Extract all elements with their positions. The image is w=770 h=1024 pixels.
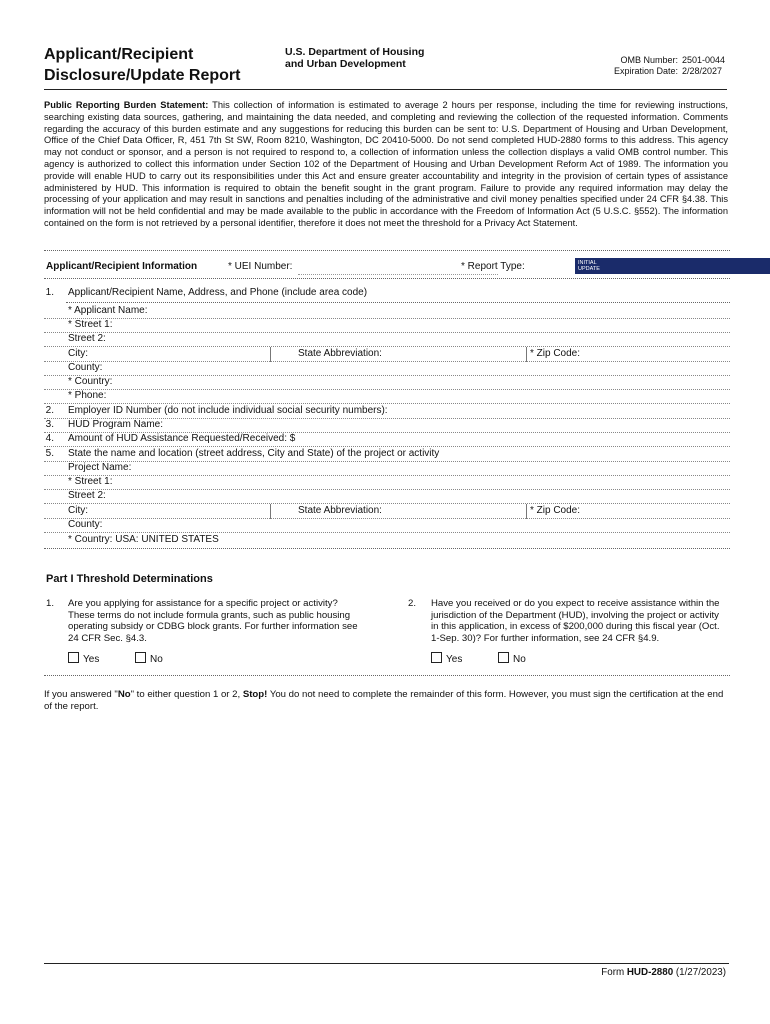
country-row[interactable] <box>44 375 730 390</box>
form-title <box>44 44 264 86</box>
yes-label: Yes <box>83 654 100 665</box>
title-line-2: Disclosure/Update Report <box>44 67 241 84</box>
stop-post: You do not need to complete the remainder of this form. However, you must sign the certification at the end of the report. <box>44 689 724 712</box>
report-option-update[interactable]: UPDATE <box>578 266 600 272</box>
agency-line-1: U.S. Department of Housing <box>285 46 425 58</box>
omb-number: 2501-0044 <box>682 55 726 65</box>
burden-text: This collection of information is estimated to average 2 hours per response, including the time for reviewing instructions, searching existing data sources, gathering, and maintaining the data needed, and completing and reviewing the collection of the requested information. Comments regarding the accuracy of this burden estimate and any suggestions for reducing this burden can be sent to: U.S. Department of Housing and Urban Development, Office of the Chief Data Officer, R, 451 7th St SW, Room 8210, Washington, DC 20410-5000. Do not send completed HUD-2880 forms to this address. This agency may not conduct or sponsor, and a person is not required to respond to, a collection of information unless the collection displays a valid OMB control number. This agency is authorized to collect this information under Section 102 of the Department of Housing and Urban Development Reform Act of 1989. The information you provide will enable HUD to carry out its responsibilities under this Act and ensure greater accountability and integrity in the provision of certain types of assistance administered by HUD. This information is required to obtain the benefit sought in the grant program. Failure to provide any required information may delay the processing of your application and may result in sanctions and penalties including of the administrative and civil money penalties specified under 24 CFR §4.38. This information will not be held confidential and may be made available to the public in accordance with the Freedom of Information Act (5 U.S.C. §552). The information contained on the form is not retrieved by a personal identifier, therefore it does not meet the threshold for a Privacy Act Statement. <box>44 100 728 228</box>
q1-no-option[interactable] <box>135 652 163 665</box>
project-country-label: * Country: USA: UNITED STATES <box>68 534 219 545</box>
q1-no-checkbox[interactable] <box>135 652 146 663</box>
project-city-label: City: <box>68 505 88 516</box>
item-number: 4. <box>45 433 54 444</box>
expiration-date: 2/28/2027 <box>682 66 723 76</box>
divider <box>44 675 730 676</box>
item-5 <box>44 447 730 462</box>
form-footer <box>601 967 726 978</box>
divider <box>44 548 730 549</box>
project-county-label: County: <box>68 519 103 530</box>
phone-row[interactable] <box>44 389 730 404</box>
item-number: 2. <box>45 405 54 416</box>
footer-label: Form <box>601 967 627 978</box>
project-street2-row[interactable] <box>44 489 730 504</box>
applicant-info-header <box>44 258 730 276</box>
item-number: 3. <box>45 419 54 430</box>
project-name-row[interactable] <box>44 461 730 476</box>
header-divider <box>44 89 727 90</box>
street1-label: * Street 1: <box>68 319 113 330</box>
yes-label: Yes <box>446 654 463 665</box>
expiration-label: Expiration Date: <box>613 66 678 76</box>
footer-form-id: HUD-2880 <box>626 967 674 978</box>
footer-divider <box>44 963 729 964</box>
stop-word: Stop! <box>242 689 268 700</box>
street2-row[interactable] <box>44 332 730 347</box>
burden-statement <box>44 100 728 230</box>
q2-number: 2. <box>407 598 416 609</box>
burden-lead: Public Reporting Burden Statement: <box>44 100 209 110</box>
report-type-label: * Report Type: <box>461 261 525 272</box>
agency-line-2: and Urban Development <box>285 58 406 70</box>
q2-yes-option[interactable] <box>431 652 462 665</box>
stop-instruction <box>44 689 728 713</box>
stop-mid: " to either question 1 or 2, <box>130 689 243 700</box>
item-4[interactable] <box>44 432 730 447</box>
no-label: No <box>150 654 163 665</box>
project-county-row[interactable] <box>44 518 730 533</box>
stop-pre: If you answered " <box>44 689 118 700</box>
item-number: 5. <box>45 448 54 459</box>
field-separator <box>526 347 527 362</box>
title-line-1: Applicant/Recipient <box>44 46 194 63</box>
q2-no-option[interactable] <box>498 652 526 665</box>
item-label: Applicant/Recipient Name, Address, and Phone (include area code) <box>68 287 368 298</box>
item-3[interactable] <box>44 418 730 433</box>
uei-label: * UEI Number: <box>228 261 293 272</box>
applicant-name-row[interactable] <box>44 304 730 319</box>
project-name-label: Project Name: <box>68 462 132 473</box>
city-state-zip-row[interactable] <box>44 347 730 362</box>
omb-label: OMB Number: <box>620 55 678 65</box>
q2-yes-checkbox[interactable] <box>431 652 442 663</box>
project-zip-label: * Zip Code: <box>530 505 581 516</box>
stop-no: No <box>117 689 131 700</box>
footer-date: (1/27/2023) <box>673 967 726 978</box>
project-street1-row[interactable] <box>44 475 730 490</box>
divider <box>44 250 730 251</box>
project-country-row[interactable] <box>44 533 730 547</box>
state-label: State Abbreviation: <box>298 348 382 359</box>
assistance-amount-label: Amount of HUD Assistance Requested/Received: $ <box>68 433 296 444</box>
project-city-state-zip-row[interactable] <box>44 504 730 519</box>
agency-name <box>285 46 465 70</box>
item-1 <box>44 286 730 300</box>
section-label: Applicant/Recipient Information <box>46 261 198 272</box>
q1-yes-option[interactable] <box>68 652 99 665</box>
applicant-name-label: * Applicant Name: <box>68 305 148 316</box>
q2-text: Have you received or do you expect to receive assistance within the jurisdiction of the Department (HUD), involving the project or activity in this application, in excess of $200,000 during this fiscal year (Oct. 1-Sep. 30)? For further information, see 24 CFR §4.9. <box>431 598 720 644</box>
program-name-label: HUD Program Name: <box>68 419 164 430</box>
field-separator <box>270 504 271 519</box>
county-row[interactable] <box>44 361 730 376</box>
city-label: City: <box>68 348 88 359</box>
project-location-label: State the name and location (street address, City and State) of the project or activity <box>68 448 440 459</box>
divider <box>44 278 730 279</box>
q2-no-checkbox[interactable] <box>498 652 509 663</box>
report-type-select[interactable] <box>575 258 770 274</box>
county-label: County: <box>68 362 103 373</box>
street1-row[interactable] <box>44 318 730 333</box>
item-2[interactable] <box>44 404 730 419</box>
report-option-initial[interactable]: INITIAL <box>578 260 597 266</box>
field-separator <box>270 347 271 362</box>
country-label: * Country: <box>68 376 113 387</box>
street2-label: Street 2: <box>68 333 106 344</box>
employer-id-label: Employer ID Number (do not include individual social security numbers): <box>68 405 388 416</box>
project-street2-label: Street 2: <box>68 490 106 501</box>
zip-label: * Zip Code: <box>530 348 581 359</box>
q1-yes-checkbox[interactable] <box>68 652 79 663</box>
part1-heading: Part I Threshold Determinations <box>46 573 213 585</box>
item-number: 1. <box>45 287 54 298</box>
divider <box>66 302 730 303</box>
q1-number: 1. <box>45 598 54 609</box>
field-separator <box>526 504 527 519</box>
phone-label: * Phone: <box>68 390 107 401</box>
q1-text: Are you applying for assistance for a specific project or activity? These terms do not include formula grants, such as public housing operating subsidy or CDBG block grants. For further information see 24 CFR Sec. §4.3. <box>68 598 358 644</box>
omb-info <box>590 55 725 77</box>
project-street1-label: * Street 1: <box>68 476 113 487</box>
project-state-label: State Abbreviation: <box>298 505 382 516</box>
no-label: No <box>513 654 526 665</box>
